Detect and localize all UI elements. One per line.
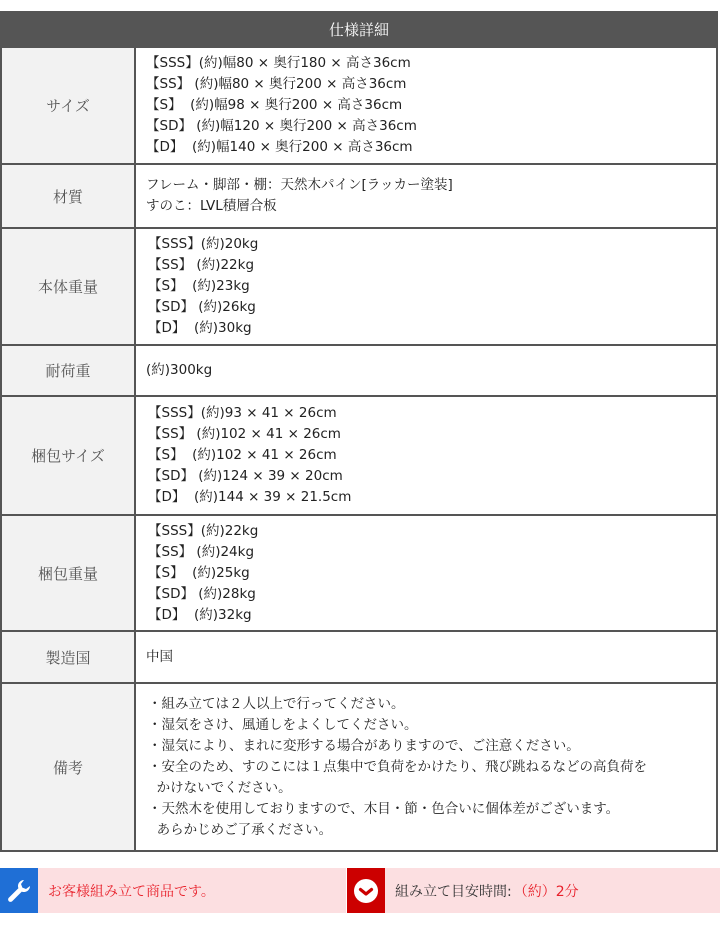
spec-line: 中国	[146, 648, 173, 665]
spec-value	[136, 165, 716, 227]
spec-line: ・湿気により、まれに変形する場合がありますので、ご注意ください。	[148, 737, 580, 754]
spec-label: サイズ	[2, 48, 136, 163]
spec-line: 【SS】 (約)102 × 41 × 26cm	[148, 426, 341, 442]
spec-label: 材質	[2, 165, 136, 227]
assembly-time-banner	[347, 868, 720, 913]
assembly-time-value: （約）2分	[513, 883, 579, 900]
spec-line: 【S】 (約)幅98 × 奥行200 × 高さ36cm	[146, 97, 403, 113]
clock-icon	[347, 868, 385, 913]
spec-label: 本体重量	[2, 229, 136, 344]
spec-line: 【SD】 (約)28kg	[148, 585, 256, 602]
spec-value	[136, 397, 716, 514]
spec-line: 【SS】 (約)幅80 × 奥行200 × 高さ36cm	[146, 76, 407, 92]
spec-line: 【SD】 (約)124 × 39 × 20cm	[148, 468, 343, 484]
spec-line: フレーム・脚部・棚：天然木パイン[ラッカー塗装]	[146, 177, 453, 193]
spec-line: 【D】 (約)30kg	[148, 320, 252, 336]
spec-line: 【SSS】(約)22kg	[148, 522, 259, 539]
spec-line: 【SSS】(約)幅80 × 奥行180 × 高さ36cm	[146, 55, 411, 71]
spec-value	[136, 229, 716, 344]
spec-line: ・組み立ては２人以上で行ってください。	[148, 695, 405, 712]
spec-value	[136, 346, 716, 395]
spec-line: ・天然木を使用しておりますので、木目・節・色合いに個体差がございます。	[148, 800, 620, 817]
spec-line: 【SD】 (約)26kg	[148, 299, 256, 315]
spec-label: 梱包サイズ	[2, 397, 136, 514]
spec-line: 【SS】 (約)24kg	[148, 543, 255, 560]
spec-row-package-size	[2, 395, 716, 514]
spec-row-weight	[2, 227, 716, 344]
spec-label: 製造国	[2, 632, 136, 682]
spec-line: 【S】 (約)23kg	[148, 278, 250, 294]
spec-row-load-capacity	[2, 344, 716, 395]
spec-value	[136, 48, 716, 163]
spec-table	[0, 11, 718, 852]
spec-line: (約)300kg	[146, 362, 213, 378]
spec-line: かけないでください。	[148, 779, 292, 796]
spec-line: 【S】 (約)25kg	[148, 564, 250, 581]
spec-value	[136, 632, 716, 682]
spec-table-title: 仕様詳細	[2, 13, 716, 46]
spec-line: 【SD】 (約)幅120 × 奥行200 × 高さ36cm	[146, 118, 417, 134]
spec-line: 【SS】 (約)22kg	[148, 257, 255, 273]
spec-line: 【D】 (約)144 × 39 × 21.5cm	[148, 489, 352, 505]
spec-label: 梱包重量	[2, 516, 136, 630]
spec-line: 【D】 (約)幅140 × 奥行200 × 高さ36cm	[146, 139, 413, 155]
spec-row-size	[2, 46, 716, 163]
spec-line: ・安全のため、すのこには１点集中で負荷をかけたり、飛び跳ねるなどの高負荷を	[148, 758, 647, 775]
assembly-time-label: 組み立て目安時間:	[395, 883, 512, 900]
spec-line: ・湿気をさけ、風通しをよくしてください。	[148, 716, 418, 733]
spec-line: あらかじめご了承ください。	[148, 821, 333, 838]
spec-row-material	[2, 163, 716, 227]
spec-line: 【SSS】(約)93 × 41 × 26cm	[148, 405, 337, 421]
spec-value	[136, 684, 716, 850]
assembly-required-banner	[0, 868, 346, 913]
spec-label: 備考	[2, 684, 136, 850]
spec-row-package-weight	[2, 514, 716, 630]
wrench-icon	[0, 868, 38, 913]
spec-row-notes	[2, 682, 716, 850]
spec-line: 【SSS】(約)20kg	[148, 236, 259, 252]
spec-value	[136, 516, 716, 630]
spec-line: 【S】 (約)102 × 41 × 26cm	[148, 447, 337, 463]
spec-line: 【D】 (約)32kg	[148, 606, 252, 623]
spec-line: すのこ：LVL積層合板	[146, 198, 277, 214]
assembly-required-text: お客様組み立て商品です。	[48, 883, 215, 900]
spec-row-country-of-origin	[2, 630, 716, 682]
spec-label: 耐荷重	[2, 346, 136, 395]
